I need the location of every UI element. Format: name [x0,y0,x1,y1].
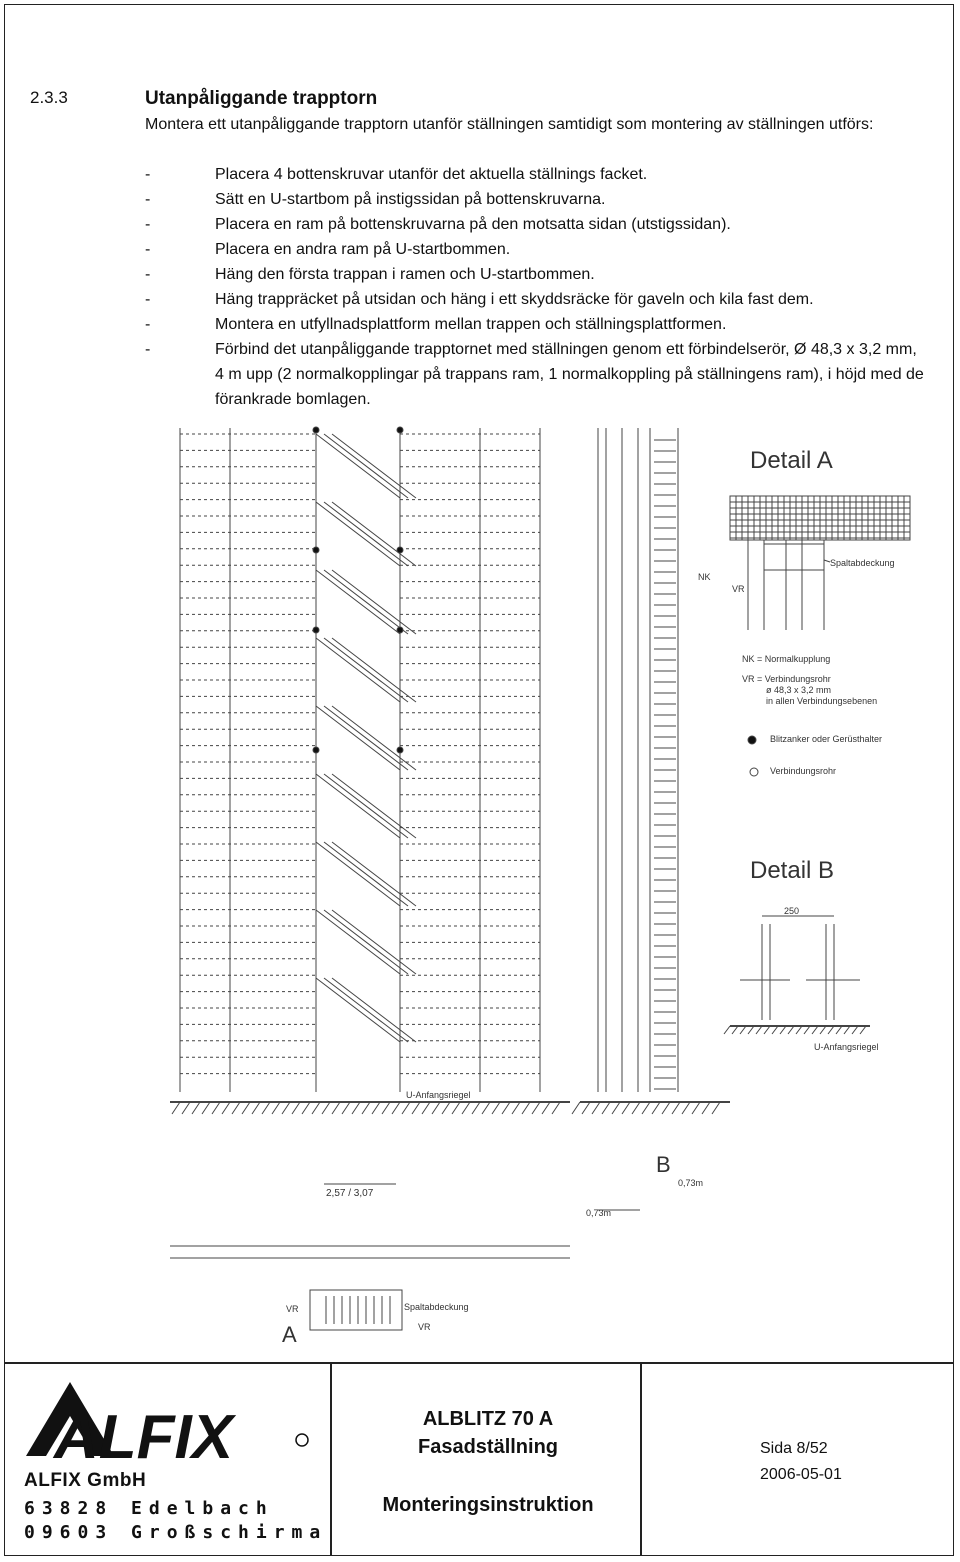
side-elevation [572,428,730,1210]
stair-flight [316,842,400,906]
legend-vr-3: in allen Verbindungsebenen [766,696,878,706]
bullet-dash: - [145,216,151,233]
ground-hatch [820,1026,826,1034]
step-list [145,162,925,412]
stair-flight [316,978,400,1042]
ground-hatch [592,1102,600,1114]
step-text: Häng trappräcket på utsidan och häng i ett skyddsräcke för gaveln och kila fast dem. [215,291,814,308]
list-item [145,187,925,212]
stair-flight [324,774,408,838]
section-b-marker: B [656,1152,671,1177]
section-number: 2.3.3 [30,88,68,107]
anchor-legend-icon [748,736,756,744]
stair-flight [332,502,416,566]
stair-flight [324,638,408,702]
u-anfangsriegel-label: U-Anfangsriegel [406,1090,471,1100]
address-line-1: 63828 Edelbach [24,1498,274,1519]
ground-hatch [282,1102,290,1114]
stair-flight [332,910,416,974]
step-text: Sätt en U-startbom på instigssidan på bottenskruvarna. [215,191,606,208]
ground-hatch [852,1026,858,1034]
ground-hatch [740,1026,746,1034]
dim-250: 250 [784,906,800,916]
plan-stair-box [310,1290,402,1330]
ground-hatch [602,1102,610,1114]
ground-hatch [472,1102,480,1114]
ground-hatch [622,1102,630,1114]
stair-flight [324,910,408,974]
scaffold-stair-tower-drawing [170,420,930,1360]
address-line-2: 09603 Großschirma [24,1522,328,1543]
logo-wordmark: ALFIX [54,1403,234,1472]
ground-hatch [312,1102,320,1114]
stair-flight [332,570,416,634]
gap-cover [764,544,824,570]
ground-hatch [452,1102,460,1114]
list-item [145,262,925,287]
stair-flight [332,638,416,702]
ground-hatch [362,1102,370,1114]
ground-hatch [262,1102,270,1114]
footer-divider-left [330,1362,332,1556]
plan-vr-left: VR [286,1304,299,1314]
ground-hatch [672,1102,680,1114]
stair-flight [316,502,400,566]
stair-flight [332,978,416,1042]
plan-vr-right: VR [418,1322,431,1332]
ground-hatch [372,1102,380,1114]
plan-view [170,1246,570,1330]
document-type: Monteringsinstruktion [382,1494,594,1516]
ground-hatch [432,1102,440,1114]
ground-hatch [192,1102,200,1114]
ground-hatch [804,1026,810,1034]
list-item [145,237,925,262]
list-item [145,337,925,412]
legend-anchor: Blitzanker oder Gerüsthalter [770,734,883,744]
ground-hatch [302,1102,310,1114]
product-code: ALBLITZ 70 A [422,1408,554,1430]
stair-flight [324,502,408,566]
footer-divider-right [640,1362,642,1556]
stair-flight [316,774,400,838]
ring-legend-icon [750,768,758,776]
bullet-dash: - [145,241,151,258]
ground-hatch [332,1102,340,1114]
step-text: Placera en ram på bottenskruvarna på den motsatta sidan (utstigssidan). [215,216,731,233]
ground-hatch [756,1026,762,1034]
page-number: Sida 8/52 [760,1440,828,1457]
ground-hatch [492,1102,500,1114]
anchor-dot-icon [397,627,403,633]
stair-flight [332,842,416,906]
step-text: Montera en utfyllnadsplattform mellan trappen och ställningsplattformen. [215,316,727,333]
nk-label: NK [698,572,711,582]
legend-vr-2: ø 48,3 x 3,2 mm [766,685,832,695]
ground-hatch [242,1102,250,1114]
detail-b-drawing [724,916,870,1034]
legend-ring: Verbindungsrohr [770,766,837,776]
ground-hatch [812,1026,818,1034]
ground-hatch [732,1026,738,1034]
step-text: Häng den första trappan i ramen och U-startbommen. [215,266,595,283]
anchor-dot-icon [313,747,319,753]
spaltabdeckung-label: Spaltabdeckung [830,558,895,568]
bullet-dash: - [145,191,151,208]
legend-nk: NK = Normalkupplung [742,654,831,664]
stair-flight [316,434,400,498]
list-item [145,162,925,187]
step-text: Placera en andra ram på U-startbommen. [215,241,511,258]
stair-flight [332,706,416,770]
anchor-dot-icon [313,427,319,433]
ground-hatch [702,1102,710,1114]
ground-hatch [522,1102,530,1114]
ground-hatch [724,1026,730,1034]
ground-hatch [582,1102,590,1114]
stair-flight [324,842,408,906]
list-item [145,312,925,337]
dim-073-bottom: 0,73m [586,1208,612,1218]
intro-text: Montera ett utanpåliggande trapptorn utanför ställningen samtidigt som montering av ställningen utförs: [145,116,874,133]
stair-flight [324,706,408,770]
bullet-dash: - [145,341,151,358]
bullet-dash: - [145,316,151,333]
bullet-dash: - [145,166,151,183]
ground-hatch [860,1026,866,1034]
dim-073-top: 0,73m [678,1178,704,1188]
ground-hatch [182,1102,190,1114]
ground-hatch [788,1026,794,1034]
ground-hatch [542,1102,550,1114]
stair-flight [324,434,408,498]
legend-vr-1: VR = Verbindungsrohr [742,674,831,684]
ground-hatch [212,1102,220,1114]
ground-hatch [512,1102,520,1114]
ground-hatch [342,1102,350,1114]
front-elevation [170,427,570,1184]
ground-hatch [502,1102,510,1114]
ground-hatch [662,1102,670,1114]
step-text: Förbind det utanpåliggande trapptornet med ställningen genom ett förbindelserör, Ø 48,3 x 3,2 mm, 4 m upp (2 normalkopplingar på trappans ram, 1 normalkoppling på ställningens ram), i höjd med de förankrade bomlagen. [215,341,924,408]
ground-hatch [692,1102,700,1114]
stair-flight [332,774,416,838]
ground-hatch [322,1102,330,1114]
anchor-dot-icon [397,547,403,553]
ground-hatch [482,1102,490,1114]
stair-flight [324,978,408,1042]
ground-hatch [172,1102,180,1114]
ground-hatch [642,1102,650,1114]
detail-b-title: Detail B [750,857,835,884]
stair-flight [332,434,416,498]
ground-hatch [292,1102,300,1114]
ground-hatch [612,1102,620,1114]
anchor-dot-icon [313,627,319,633]
list-item [145,287,925,312]
stair-flight [316,910,400,974]
ground-hatch [796,1026,802,1034]
list-item [145,212,925,237]
company-name: ALFIX GmbH [24,1470,147,1491]
ground-hatch [352,1102,360,1114]
step-text: Placera 4 bottenskruvar utanför det aktuella ställnings facket. [215,166,648,183]
plan-spaltabdeckung: Spaltabdeckung [404,1302,469,1312]
registered-mark-icon [296,1434,308,1446]
anchor-dot-icon [397,427,403,433]
ground-hatch [572,1102,580,1114]
ground-hatch [392,1102,400,1114]
ground-hatch [412,1102,420,1114]
ground-hatch [652,1102,660,1114]
product-name: Fasadställning [417,1436,559,1458]
ground-hatch [462,1102,470,1114]
ground-hatch [272,1102,280,1114]
ground-hatch [402,1102,410,1114]
ground-hatch [844,1026,850,1034]
ground-hatch [442,1102,450,1114]
ground-hatch [532,1102,540,1114]
ground-hatch [772,1026,778,1034]
stair-flight [324,570,408,634]
section-a-marker: A [282,1322,297,1347]
ground-hatch [232,1102,240,1114]
ground-hatch [382,1102,390,1114]
ground-hatch [712,1102,720,1114]
bullet-dash: - [145,291,151,308]
ground-hatch [632,1102,640,1114]
detail-b-u-anfangsriegel: U-Anfangsriegel [814,1042,879,1052]
ground-hatch [682,1102,690,1114]
detail-a-title: Detail A [750,447,833,474]
ground-hatch [748,1026,754,1034]
ground-hatch [202,1102,210,1114]
anchor-dot-icon [397,747,403,753]
ground-hatch [422,1102,430,1114]
vr-label: VR [732,584,745,594]
stair-flight [316,706,400,770]
ground-hatch [764,1026,770,1034]
footer-top-rule [4,1362,954,1364]
ground-hatch [252,1102,260,1114]
ground-hatch [222,1102,230,1114]
ground-hatch [828,1026,834,1034]
dim-257-307: 2,57 / 3,07 [326,1188,374,1199]
bullet-dash: - [145,266,151,283]
ground-hatch [552,1102,560,1114]
stair-flight [316,570,400,634]
ground-hatch [836,1026,842,1034]
ground-hatch [780,1026,786,1034]
anchor-dot-icon [313,547,319,553]
section-title: Utanpåliggande trapptorn [145,88,378,109]
document-date: 2006-05-01 [760,1466,842,1483]
stair-flight [316,638,400,702]
